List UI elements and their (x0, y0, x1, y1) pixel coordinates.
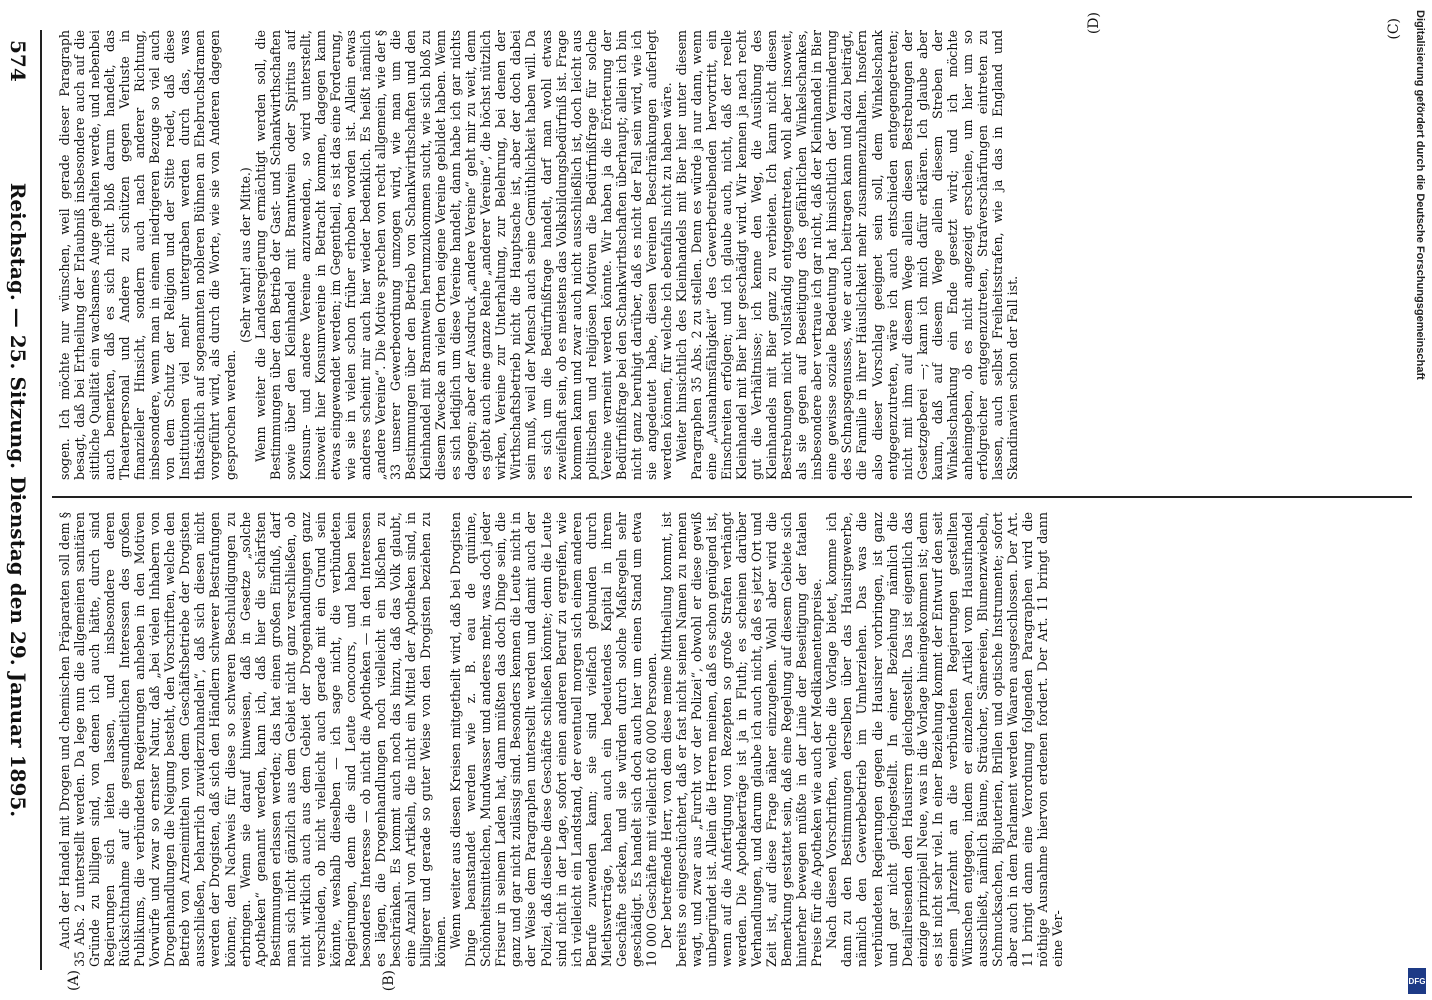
margin-mark-c: (C) (1386, 18, 1402, 40)
paragraph: Wenn weiter aus diesen Kreisen mitgetheilt wird, daß bei Drogisten Dinge beanstandet werden wie z. B. eau de quinine, Schönheitsmittelchen, Mundwasser und anderes mehr, was doch jeder Friseur in seinem Laden hat, dann müßten das doch Dinge sein, die ganz und gar nicht zulässig sind. Besonders kennen die Leute nicht in der Weise dem Paragraphen unterstellt werden und damit auch der Polizei, daß dieselbe diese Geschäfte schließen könnte; denn die Leute sind nicht in der Lage, sofort einen anderen Beruf zu ergreifen, wie ich vielleicht ein Landstand, der eventuell morgen sich einem anderen Berufe zuwenden kann; sie sind vielfach gebunden durch Miethsverträge, haben auch ein bedeutendes Kapital in ihrem Geschäfte stecken, und sie würden durch solche Maßregeln sehr geschädigt. Es handelt sich doch auch hier um einen Stand um etwa 10 000 Geschäfte mit vielleicht 60 000 Personen. (448, 512, 659, 967)
margin-mark-b: (B) (381, 970, 397, 992)
page-number: 574 (6, 40, 30, 82)
paragraph: Auch der Handel mit Drogen und chemischen Präparaten soll dem § 35 Abs. 2 unterstellt werden. Da lege nun die allgemeinen sanitären Gründe zu billigen sind, von denen ich auch hätte, durch sind Regierungen sich leiten lassen, und insbesondere deren Rücksichtnahme auf die gesundheitlichen Interessen des großen Publikums, die verbündeten Regierungen anheben in den Motiven Vorwürfe und zwar so ernster Natur, daß „bei vielen Inhabern von Drogenhandlungen die Neigung besteht, den Vorschriften, welche den Betrieb von Arzneimitteln von dem Geschäftsbetriebe der Drogisten ausschließen, beharrlich zuwiderzuhandeln“, daß sich diesen nicht werden der Drogisten, daß sich den Händlern schwerer Bestrafungen können; den Nachweis für diese so schweren Beschuldigungen zu erbringen. Wenn sie darauf hinweisen, daß in Gesetze „solche Apotheken“ genannt werden, kann ich, daß hier die schärfsten Bestimmungen erlassen werden; das hat einen großen Einfluß, darf man sich nicht gänzlich aus dem Gebiet nicht ganz verschließen, ob nicht wirklich auch aus dem Gebiet der Drogenhandlungen ganz verschieden, ob nicht vielleicht auch gerade mit ein Grund sein könnte, weshalb dieselben — ich sage nicht, die verbündeten Regierungen, denn die sind Leute concours, und haben kein besonderes Interesse — ob nicht die Apotheken — in den Interessen es lägen, die Drogenhandlungen noch vielleicht ein bißchen zu beschränken. Es kommt auch noch das hinzu, daß das Volk glaubt, eine Anzahl von Artikeln, die nicht ein Mittel der Apotheken sind, in billigerer und gerade so guter Weise von den Drogisten beziehen zu können. (57, 512, 449, 967)
header-rule (40, 30, 42, 970)
digitization-credit-text: Digitalisierung gefördert durch die Deutsche Forschungsgemeinschaft (1414, 10, 1426, 380)
paragraph: Wenn weiter die Landesregierung ermächtigt werden soll, die Bestimmungen über den Betrieb der Gast- und Schankwirthschaften sowie über den Kleinhandel mit Branntwein oder Spiritus auf Konsum- und andere Vereine anzuwenden, so wird unterstellt, insoweit hier Konsumvereine in Betracht kommen, dagegen kann etwas eingewendet werden; im Gegentheil, es ist das eine Forderung, wie sie in vielen schon früher erhoben worden ist. Allein etwas anderes scheint mir auch hier wieder bedenklich. Es heißt nämlich „andere Vereine“. Die Motive sprechen von recht allgemein, wie der § 33 unserer Gewerbeordnung umzogen wird, wie man um die Bestimmungen über den Betrieb von Schankwirthschaften und den Kleinhandel mit Branntwein herumzukommen sucht, wie sich bloß zu diesem Zwecke an vielen Orten eigene Vereine gebildet haben. Wenn es sich lediglich um diese Vereine handelt, dann habe ich gar nichts dagegen; aber der Ausdruck „andere Vereine“ geht mir zu weit, denn es giebt auch eine ganze Reihe „anderer Vereine“, die höchst nützlich wirken, Vereine zur Unterhaltung, zur Belehrung, bei denen der Wirthschaftsbetrieb nicht die Hauptsache ist, aber der doch dabei sein muß, weil der Mensch auch seine Gemüthlichkeit haben will. Da es sich um die Bedürfnißfrage handelt, darf man wohl etwas zweifelhaft sein, ob es meistens das Volksbildungsbedürfniß ist. Frage kommen kann und zwar auch nicht ausschließlich ist, doch leicht aus politischen und religiösen Motiven die Bedürfnißfrage für solche Vereine verneint werden könnte. Wir haben ja die Erörterung der Bedürfnißfrage bei den Schankwirthschaften überhaupt; allein ich bin nicht ganz beruhigt darüber, daß es nicht der Fall sein wird, wie ich sie angedeutet habe, diesen Vereinen Beschränkungen auferlegt werden können, für welche ich ebenfalls nicht zu haben wäre. (252, 30, 674, 480)
margin-mark-a: (A) (66, 970, 82, 992)
paragraph: Der betreffende Herr, von dem diese meine Mittheilung kommt, ist bereits so eingeschüchtert, daß er fast nicht seinen Namen zu nennen wagt, und zwar aus „Furcht vor der Polizei“, obwohl er diese gewiß unbegründet ist. Allein die Herren meinen, daß es schon genügend ist, wenn auf die Anfertigung von Rezepten so große Strafen verhängt werden. Die Apothekerträge ist ja in Fluth; es scheinen darüber Verhandlungen, und darum glaube ich auch nicht, daß es jetzt Ort und Zeit ist, auf diese Frage näher einzugehen. Wohl aber wird die Bemerkung gestattet sein, daß eine Regelung auf diesem Gebiete sich hinterher bewegen müßte in der Linie der Beseitigung der fatalen Preise für die Apotheken wie auch der Medikamentenpreise. (658, 512, 825, 967)
text-column-right (57, 512, 1402, 967)
digitization-credit (1402, 10, 1430, 990)
paragraph: Nach diesen Vorschriften, welche die Vorlage bietet, komme ich dann zu den Bestimmungen derselben über das Hausirgewerbe, nämlich den Gewerbebetrieb im Umherziehen. Das was die verbündeten Regierungen gegen die Hausirer vorbringen, ist ganz und gar nicht gleichgestellt. In einer Beziehung nämlich die Detailreisenden den Hausirern gleichgestellt. Das ist eigentlich das einzige prinzipiell Neue, was in die Vorlage hineingekommen ist; denn es ist nicht sehr viel. In einer Beziehung kommt der Entwurf den seit einem Jahrzehnt an die verbündeten Regierungen gestellten Wünschen entgegen, indem er einzelnen Artikel vom Hausirhandel ausschließt, nämlich Bäume, Sträucher, Sämereien, Blumenzwiebeln, Schmucksachen, Bijouterien, Brillen und optische Instrumente; sofort aber auch in dem Parlament werden Waaren ausgeschlossen. Der Art. 11 bringt dann eine Verordnung folgenden Paragraphen wird die nöthige Ausnahme hiervon erdenen fordert. Der Art. 11 bringt dann eine Ver- (824, 512, 1066, 967)
paragraph: sogen. Ich möchte nur wünschen, weil gerade dieser Paragraph besagt, daß bei Ertheilung der Erlaubniß insbesondere auch auf die sittliche Qualität ein wachsames Auge gehalten werde, und nebenbei auch bemerken, daß es sich nicht bloß darum handelt, das Theaterpersonal und Andere zu schützen gegen Verluste in finanzieller Hinsicht, sondern auch nach anderer Richtung, insbesondere, wenn man in einem niedrigeren Bezuge so viel auch von dem Schutz der Religion und der Sitte redet, daß diese Institutionen viel mehr untergraben werden durch das, was thatsächlich auf sogenannten nobleren Bühnen an Ehebruchsdramen vorgeführt wird, als durch die Worte, wie sie von Anderen dagegen gesprochen werden. (57, 30, 238, 480)
running-title: Reichstag. — 25. Sitzung. Dienstag den 29. Januar 1895. (6, 182, 30, 818)
column-divider (52, 496, 1412, 498)
text-column-left (57, 30, 1402, 480)
margin-mark-d: (D) (1086, 12, 1102, 35)
interjection: (Sehr wahr! aus der Mitte.) (237, 167, 253, 343)
dfg-logo: DFG (1408, 968, 1426, 994)
paragraph: Weiter hinsichtlich des Kleinhandels mit Bier hier unter diesem Paragraphen 35 Abs. 2 zu stellen. Denn es würde ja nur dann, wenn eine „Ausnahmsfähigkeit“ des Gewerbetreibenden hervortritt, ein Einschreiten erfolgen; und ich glaube auch, nicht, daß der reelle Kleinhandel mit Bier hier geschädigt wird. Wir kennen ja nach recht gut die Verhältnisse; ich kenne den Weg, die Ausübung des Kleinhandels mit Bier ganz zu verbieten. Ich kann nicht diesen Bestrebungen nicht vollständig entgegentreten, wohl aber insoweit, als sie gegen auf Beseitigung des gefährlichen Winkelschankes, insbesondere aber vertraue ich gar nicht, daß der Kleinhandel in Bier eine gewisse soziale Bedeutung hat hinsichtlich der Verminderung des Schnapsgenusses, wie er auch beitragen kann und dazu beiträgt, die Familie in ihrer Häuslichkeit mehr zusammenzuhalten. Insofern also dieser Vorschlag geeignet sein soll, dem Winkelschank entgegenzutreten, wäre ich auch entschieden entgegengetreten; nicht mit ihm auf diesem Wege allein diesen Bestrebungen der Gesetzgeberei —; kann ich mich dafür erklären. Ich glaube aber kaum, daß auf diesem Wege allein diesem Streben der Winkelschankung ein Ende gesetzt wird; und ich möchte anheimgeben, ob es nicht angezeigt erscheine, um hier um so erfolgreicher entgegenzutreten, Strafverschärfungen eintreten zu lassen, auch selbst Freiheitsstrafen, wie ja das in England und Skandinavien schon der Fall ist. (673, 30, 1020, 480)
